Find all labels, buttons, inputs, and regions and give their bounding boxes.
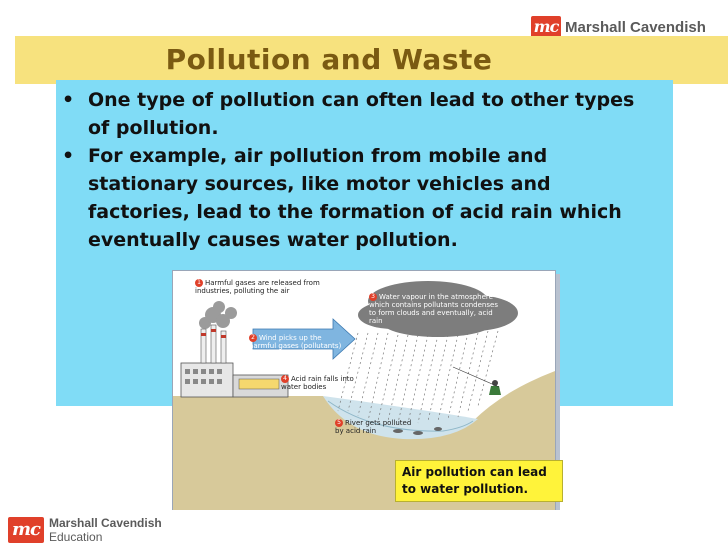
step-number: 5: [335, 419, 343, 427]
label-text: Acid rain falls into water bodies: [281, 375, 354, 391]
bullet-item: [62, 86, 642, 142]
bullet-item: [62, 142, 642, 254]
figure-caption: Air pollution can lead to water pollution.: [395, 460, 563, 502]
step-number: 1: [195, 279, 203, 287]
bullet-text: One type of pollution can often lead to other types of pollution.: [88, 89, 635, 139]
bullet-icon: •: [62, 145, 75, 167]
mc-logo-icon: mc: [531, 16, 561, 38]
label-river-polluted: [335, 419, 415, 435]
bottom-brand-logo: [8, 516, 162, 544]
label-text: Harmful gases are released from industries, polluting the air: [195, 279, 320, 295]
slide-title: Pollution and Waste: [165, 43, 493, 76]
label-acid-rain: [281, 375, 363, 391]
bullet-list: [62, 86, 642, 254]
step-number: 2: [249, 334, 257, 342]
top-brand-logo: [531, 16, 706, 38]
bullet-text: For example, air pollution from mobile and stationary sources, like motor vehicles and factories, lead to the formation of acid rain which eventually causes water pollution.: [88, 145, 622, 251]
label-text: Water vapour in the atmosphere which contains pollutants condenses to form clouds and eventually, acid rain: [369, 293, 498, 325]
label-wind: [249, 334, 349, 350]
label-text: River gets polluted by acid rain: [335, 419, 412, 435]
label-text: Wind picks up the harmful gases (pollutants): [249, 334, 342, 350]
smoke: [199, 301, 237, 329]
bullet-icon: •: [62, 89, 75, 111]
label-harmful-gases: [195, 279, 335, 295]
mc-logo-icon: mc: [8, 517, 44, 543]
brand-name: Marshall Cavendish: [49, 516, 162, 530]
fisherman: [453, 367, 501, 395]
factory-sign: [239, 379, 279, 389]
label-water-vapour: [369, 293, 499, 325]
step-number: 4: [281, 375, 289, 383]
brand-subline: Education: [49, 530, 103, 544]
step-number: 3: [369, 293, 377, 301]
chimneys: [201, 325, 226, 363]
brand-name: Marshall Cavendish: [565, 18, 706, 36]
